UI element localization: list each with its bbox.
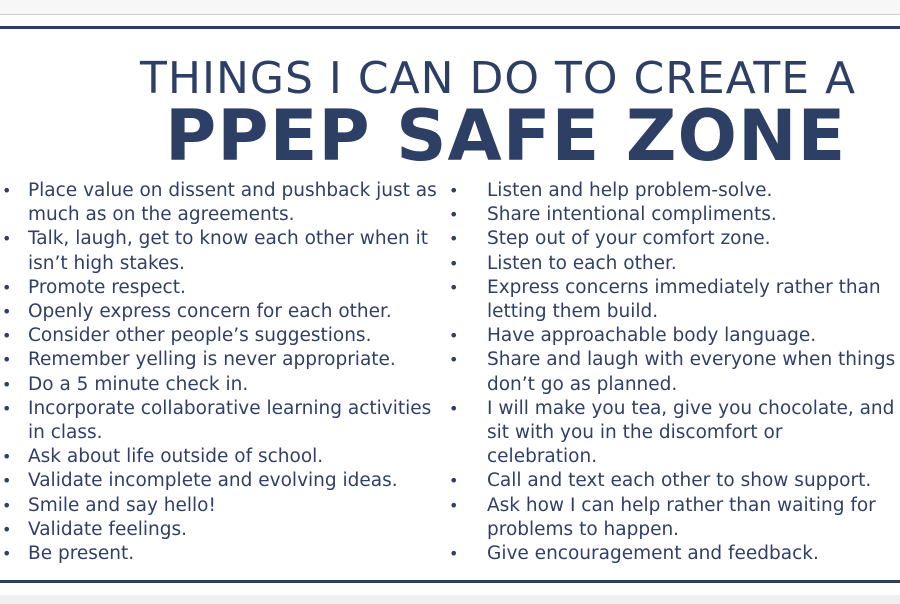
list-item-text: Talk, laugh, get to know each other when it isn’t high stakes. <box>28 228 428 274</box>
list-item <box>449 469 897 493</box>
bullet-icon: • <box>2 277 12 297</box>
list-item <box>449 179 897 203</box>
bullet-icon: • <box>2 181 12 200</box>
poster-card <box>0 15 900 595</box>
list-item-text: Incorporate collaborative learning activities in class. <box>28 397 432 444</box>
viewer-top-edge <box>0 0 900 15</box>
list-item-text: Consider other people’s suggestions. <box>28 325 372 347</box>
list-item <box>2 542 448 566</box>
bullet-icon: • <box>2 447 12 467</box>
list-item <box>449 252 897 276</box>
list-item-text: Validate incomplete and evolving ideas. <box>28 470 398 492</box>
bullet-icon: • <box>449 253 459 273</box>
bullet-icon: • <box>449 544 459 564</box>
list-item-text: I will make you tea, give you chocolate, and sit with you in the discomfort or celebration. <box>487 397 895 468</box>
bullet-icon: • <box>2 326 12 346</box>
list-item-text: Listen to each other. <box>487 252 677 274</box>
list-item <box>2 300 448 324</box>
list-item <box>2 494 448 518</box>
bullet-icon: • <box>2 471 12 491</box>
bullet-icon: • <box>449 205 459 225</box>
bullet-icon: • <box>2 350 12 370</box>
list-item <box>2 179 448 227</box>
list-item-text: Place value on dissent and pushback just as much as on the agreements. <box>28 180 437 226</box>
list-item-text: Share and laugh with everyone when things don’t go as planned. <box>487 349 896 395</box>
bullet-icon: • <box>449 350 459 370</box>
bullet-icon: • <box>449 495 459 515</box>
list-item-text: Step out of your comfort zone. <box>487 228 771 250</box>
title-line-2: PPEP SAFE ZONE <box>165 95 847 177</box>
list-item-text: Listen and help problem-solve. <box>487 180 773 201</box>
bullet-icon: • <box>449 229 459 249</box>
bullet-icon: • <box>449 326 459 346</box>
list-item <box>2 469 448 493</box>
list-item-text: Promote respect. <box>28 276 186 298</box>
list-item <box>449 494 897 542</box>
list-item <box>449 324 897 348</box>
list-item-text: Openly express concern for each other. <box>28 301 392 323</box>
bottom-divider <box>0 580 900 583</box>
bullet-icon: • <box>449 181 459 200</box>
list-item <box>449 397 897 470</box>
list-item <box>449 276 897 324</box>
list-item-text: Do a 5 minute check in. <box>28 373 249 395</box>
bullet-icon: • <box>449 398 459 418</box>
list-item <box>2 445 448 469</box>
list-item-text: Call and text each other to show support. <box>487 470 872 492</box>
list-item <box>449 542 897 566</box>
list-item <box>2 518 448 542</box>
list-item-text: Have approachable body language. <box>487 325 817 347</box>
bullet-icon: • <box>2 495 12 515</box>
list-item <box>449 348 897 396</box>
bullet-icon: • <box>2 519 12 539</box>
bullet-icon: • <box>2 374 12 394</box>
list-item <box>2 373 448 397</box>
right-list <box>449 179 897 566</box>
list-item-text: Remember yelling is never appropriate. <box>28 349 396 371</box>
list-item <box>2 348 448 372</box>
title-line-1: THINGS I CAN DO TO CREATE A <box>140 53 857 104</box>
list-item-text: Be present. <box>28 543 135 565</box>
bullet-icon: • <box>449 471 459 491</box>
list-item <box>2 324 448 348</box>
list-item-text: Smile and say hello! <box>28 494 216 516</box>
bullet-icon: • <box>449 277 459 297</box>
bullet-icon: • <box>2 302 12 322</box>
bullet-icon: • <box>2 229 12 249</box>
list-item <box>2 276 448 300</box>
list-item-text: Share intentional compliments. <box>487 204 777 226</box>
list-item-text: Express concerns immediately rather than letting them build. <box>487 276 881 323</box>
top-divider <box>0 26 900 29</box>
list-item-text: Ask how I can help rather than waiting for problems to happen. <box>487 494 876 540</box>
list-item <box>449 227 897 251</box>
list-item <box>2 397 448 445</box>
list-item <box>2 227 448 275</box>
bullet-icon: • <box>2 398 12 418</box>
left-list <box>2 179 448 566</box>
list-item-text: Give encouragement and feedback. <box>487 543 819 565</box>
bullet-icon: • <box>2 544 12 564</box>
list-item <box>449 203 897 227</box>
list-item-text: Validate feelings. <box>28 518 187 540</box>
list-item-text: Ask about life outside of school. <box>28 446 324 468</box>
